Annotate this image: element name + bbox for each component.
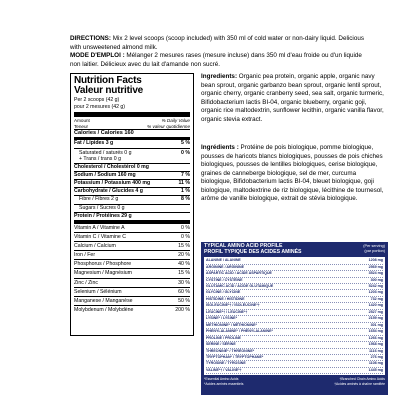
nutrient-label: Sugars / Sucres 0 g <box>79 204 125 211</box>
vitamin-label: Calcium / Calcium <box>74 243 116 250</box>
amino-acid-profile <box>201 242 388 395</box>
vitamin-dv: 15 % <box>178 243 190 250</box>
amino-value: 3524 mg <box>368 271 383 276</box>
nutrient-dv: 7 % <box>181 171 190 178</box>
nutrient-label: Saturated / saturés 0 g + Trans / trans 0 g <box>79 149 132 162</box>
vitamin-row <box>74 223 190 232</box>
calories-label: Calories / Calories 160 <box>74 130 134 137</box>
serving-size-fr: pour 2 mesures (42 g) <box>74 104 126 110</box>
ingredients-en <box>201 73 386 124</box>
amino-value: 301 mg <box>370 322 383 327</box>
amino-value: 1420 mg <box>368 303 383 308</box>
dv-header: % Daily Value % valeur quotidienne <box>147 118 190 129</box>
vitamin-label: Vitamin A / Vitamine A <box>74 225 125 232</box>
nutrient-label: Protein / Protéines 29 g <box>74 212 132 219</box>
amino-name: CYSTINE / CYSTÉINE <box>206 277 243 282</box>
nutrient-row <box>74 212 190 220</box>
nutrient-dv: 5 % <box>181 140 190 147</box>
nutrient-row <box>74 171 190 179</box>
vitamin-dv: 30 % <box>178 279 190 286</box>
vitamin-label: Phosphorus / Phosphore <box>74 261 132 268</box>
nutrient-label: Cholesterol / Cholestérol 0 mg <box>74 163 149 170</box>
directions-block <box>70 35 370 69</box>
directions-text: Mix 2 level scoops (scoop included) with 350 ml of cold water or non-dairy liquid. Delicious with unsweetened almond milk. <box>70 35 364 51</box>
vitamin-label: Magnesium / Magnésium <box>74 270 132 277</box>
amino-value: 1203 mg <box>368 290 383 295</box>
vitamin-row <box>74 305 190 314</box>
amino-value: 732 mg <box>370 296 383 301</box>
amino-name: TYROSINE / TYROSINE <box>206 361 246 366</box>
amino-value: 1108 mg <box>368 361 383 366</box>
vitamin-label: Zinc / Zinc <box>74 279 98 286</box>
amino-name: HISTIDINE / HISTIDINE <box>206 296 245 301</box>
vitamin-row <box>74 296 190 305</box>
nutrient-label: Fat / Lipides 3 g <box>74 140 114 147</box>
vitamin-dv: 50 % <box>178 297 190 304</box>
amino-name: ARGININE / ARGININE <box>206 264 245 269</box>
vitamin-dv: 20 % <box>178 252 190 259</box>
amino-name: TRYPTOPHAN* / TRYPTOPHANE* <box>206 354 264 359</box>
amino-per-fr: (par portion) <box>364 249 385 253</box>
nutrient-row <box>74 204 190 212</box>
ingredients-text-fr: Protéine de pois biologique, pomme biologique, pousses de haricots blancs biologiques, pousses de pois chiches biologiques, pousses de lentilles biologiques, cerise biologique, graines de canneberge biologique, sel de mer, curcuma biologique, Bifidobacterium lactis BI-04, bleuet biologique, goji biologique, maltodextrine de riz biologique, lécithine de tournesol, arôme de vanille biologique, extrait de stévia biologique. <box>201 144 384 202</box>
vitamin-dv: 200 % <box>175 306 190 313</box>
amino-name: LYSINE* / LYSINE* <box>206 316 238 321</box>
amino-footnote-essential-en: *Essential Amino Acids <box>204 377 239 382</box>
nutrient-label: Sodium / Sodium 160 mg <box>74 171 136 178</box>
amino-name: GLUTAMIC ACID / ACIDE GLUTAMIQUE <box>206 284 274 288</box>
nutrient-row <box>74 139 190 147</box>
amino-title-fr: PROFIL TYPIQUE DES ACIDES AMINÉS <box>204 248 302 255</box>
vitamin-label: Molybdenum / Molybdène <box>74 306 134 313</box>
mode-emploi-text: Mélanger 2 mesures rases (mesure incluse) dans 350 ml d'eau froide ou d'un liquide non laitier. Délicieux avec du lait d'amande non sucré. <box>70 52 362 68</box>
amino-value: 1654 mg <box>368 329 383 334</box>
amino-name: GLYCINE / GLYCINE <box>206 290 241 295</box>
vitamin-dv: 15 % <box>178 270 190 277</box>
calories-row <box>74 129 190 137</box>
amino-name: ISOLEUCINE*† / ISOLEUCINE*† <box>206 303 260 308</box>
amino-value: 1568 mg <box>368 342 383 347</box>
vitamin-label: Iron / Fer <box>74 252 96 259</box>
nutrient-rows <box>74 139 190 220</box>
vitamin-label: Selenium / Sélénium <box>74 288 122 295</box>
vitamin-dv: 0 % <box>181 225 190 232</box>
nutrition-facts-table <box>70 73 194 336</box>
amino-name: PHENYLALANINE* / PHÉNYLALANINE* <box>206 329 273 334</box>
vitamin-dv: 0 % <box>181 234 190 241</box>
amino-name: ALANINE / ALANINE <box>206 258 241 263</box>
directions-label: DIRECTIONS: <box>70 35 111 42</box>
amino-footnote-bcaa-fr: †Acides aminés à chaîne ramifiée <box>334 381 385 386</box>
ingredients-fr <box>201 144 386 204</box>
nutrient-row <box>74 179 190 187</box>
vitamin-row <box>74 241 190 250</box>
vitamin-dv: 40 % <box>178 261 190 268</box>
amino-value: 1116 mg <box>369 348 383 353</box>
amino-name: METHIONINE* / MÉTHIONINE* <box>206 322 257 327</box>
amino-value: 276 mg <box>370 354 383 359</box>
amino-name: VALINE*† / VALINE*† <box>206 367 242 372</box>
amino-value: 1208 mg <box>368 258 383 263</box>
vitamin-row <box>74 268 190 277</box>
serving-size-en: Per 2 scoops (42 g) <box>74 97 120 103</box>
amino-value: 5242 mg <box>368 284 383 288</box>
vitamin-rows <box>74 223 190 314</box>
nutrient-row <box>74 148 190 163</box>
vitamin-row <box>74 278 190 287</box>
ingredients-text-en: Organic pea protein, organic apple, organic navy bean sprout, organic garbanzo bean sprout, organic lentil sprout, organic cherry, organic cranberry seed, sea salt, organic turmeric, Bifidobacterium lactis BI-04, organic blueberry, organic goji, organic rice maltodextrin, sunflower lecithin, organic vanilla flavor, organic stevia extract. <box>201 73 384 123</box>
ingredients-label-en: Ingredients: <box>201 73 238 80</box>
amino-name: THREONINE* / THRÉONINE* <box>206 348 255 353</box>
vitamin-label: Manganese / Manganèse <box>74 297 133 304</box>
mode-emploi-label: MODE D'EMPLOI : <box>70 52 125 60</box>
nutrient-label: Carbohydrate / Glucides 4 g <box>74 188 143 195</box>
amino-value: 2159 mg <box>368 316 383 321</box>
amino-footnote-bcaa-en: †Branched Chain Amino Acids <box>339 377 385 382</box>
amino-footnote-essential-fr: *Acides aminés essentiels <box>204 381 244 386</box>
amino-name: LEUCINE*† / LEUCINE*† <box>206 309 248 314</box>
amino-value: 2527 mg <box>368 309 383 314</box>
amino-value: 300 mg <box>370 277 383 282</box>
amino-list <box>204 257 385 375</box>
vitamin-row <box>74 287 190 296</box>
nutrition-title-en: Nutrition Facts <box>74 75 142 86</box>
amino-value: 2569 mg <box>368 264 383 269</box>
nutrient-dv: 1 % <box>181 188 190 195</box>
nutrient-row <box>74 187 190 195</box>
nutrition-header-row <box>74 116 190 129</box>
vitamin-row <box>74 232 190 241</box>
amino-row <box>206 368 383 374</box>
amino-value: 1266 mg <box>368 335 383 340</box>
vitamin-dv: 60 % <box>178 288 190 295</box>
vitamin-row <box>74 259 190 268</box>
amino-name: ASPARTIC ACID / ACIDE ASPARTIQUE <box>206 271 272 276</box>
amount-header: Amount Teneur <box>74 118 90 129</box>
amino-per-en: (Per serving) <box>363 244 385 248</box>
amino-value: 1445 mg <box>368 367 383 372</box>
nutrient-dv: 8 % <box>181 196 190 203</box>
amino-name: SERINE / SÉRINE <box>206 342 236 347</box>
amino-title-en: TYPICAL AMINO ACID PROFILE <box>204 243 283 249</box>
nutrient-row <box>74 163 190 171</box>
vitamin-row <box>74 250 190 259</box>
nutrition-title-fr: Valeur nutritive <box>74 85 144 96</box>
nutrient-dv: 11 % <box>178 180 190 186</box>
nutrient-label: Potassium / Potassium 400 mg <box>74 180 151 186</box>
nutrient-label: Fibre / Fibres 2 g <box>79 196 119 203</box>
amino-name: PROLINE / PROLINE <box>206 335 241 340</box>
nutrient-dv: 0 % <box>181 149 190 156</box>
nutrient-row <box>74 195 190 203</box>
vitamin-label: Vitamin C / Vitamine C <box>74 234 126 241</box>
ingredients-label-fr: Ingrédients : <box>201 144 239 151</box>
